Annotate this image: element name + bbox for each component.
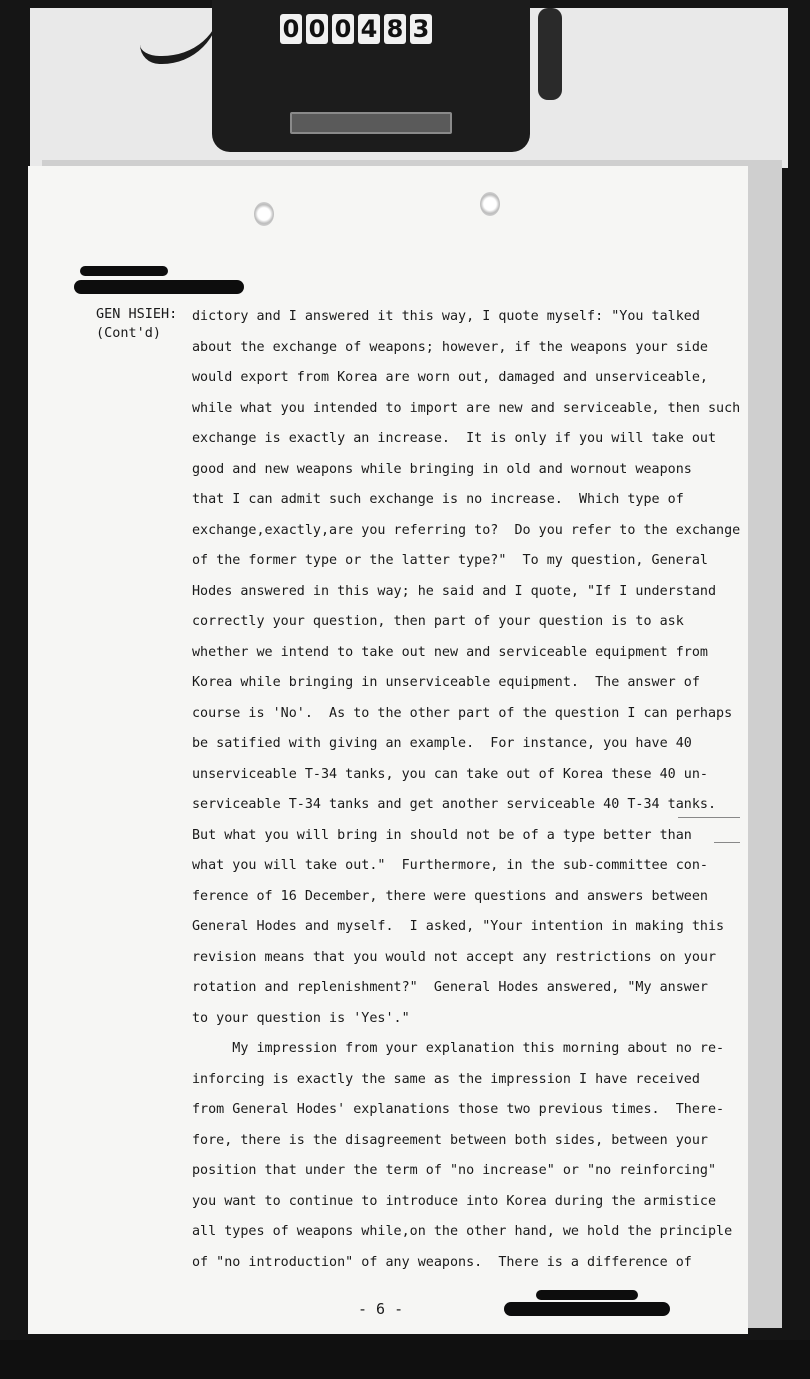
- text-line: what you will take out." Furthermore, in the sub-committee con-: [192, 858, 708, 873]
- text-line: of the former type or the latter type?" To my question, General: [192, 553, 708, 568]
- margin-mark: [714, 842, 740, 843]
- text-line: you want to continue to introduce into Korea during the armistice: [192, 1193, 717, 1209]
- text-line: that I can admit such exchange is no increase. Which type of: [192, 492, 684, 507]
- redaction-mark-top: [74, 280, 244, 294]
- text-line: General Hodes and myself. I asked, "Your intention in making this: [192, 919, 725, 934]
- counter-digit: 0: [306, 14, 328, 44]
- text-line: good and new weapons while bringing in old and wornout weapons: [192, 461, 692, 477]
- text-line: exchange is exactly an increase. It is only if you will take out: [192, 431, 717, 446]
- counter-digit: 3: [410, 14, 432, 44]
- text-line: from General Hodes' explanations those two previous times. There-: [192, 1102, 725, 1117]
- text-line: would export from Korea are worn out, damaged and unserviceable,: [192, 370, 708, 385]
- text-line: My impression from your explanation this morning about no re-: [192, 1041, 725, 1056]
- text-line: correctly your question, then part of your question is to ask: [192, 614, 684, 629]
- text-line: rotation and replenishment?" General Hodes answered, "My answer: [192, 980, 708, 995]
- margin-mark: [678, 817, 740, 818]
- redaction-mark-bottom: [504, 1302, 670, 1316]
- text-line: of "no introduction" of any weapons. There is a difference of: [192, 1254, 692, 1270]
- text-line: serviceable T-34 tanks and get another serviceable 40 T-34 tanks.: [192, 797, 717, 812]
- text-line: ference of 16 December, there were questions and answers between: [192, 888, 708, 904]
- text-line: to your question is 'Yes'.": [192, 1010, 410, 1026]
- page-number: - 6 -: [358, 1300, 404, 1318]
- redaction-mark-bottom: [536, 1290, 638, 1300]
- speaker-label: [96, 305, 206, 343]
- speaker-note: (Cont'd): [96, 325, 162, 341]
- punch-hole: [254, 202, 274, 226]
- text-line: about the exchange of weapons; however, if the weapons your side: [192, 339, 708, 355]
- text-line: course is 'No'. As to the other part of the question I can perhaps: [192, 705, 733, 721]
- punch-hole: [480, 192, 500, 216]
- counter-digit: 4: [358, 14, 380, 44]
- text-line: inforcing is exactly the same as the impression I have received: [192, 1071, 700, 1087]
- text-line: revision means that you would not accept any restrictions on your: [192, 949, 717, 965]
- counter-digit: 8: [384, 14, 406, 44]
- text-line: fore, there is the disagreement between both sides, between your: [192, 1132, 708, 1148]
- counter-digit: 0: [332, 14, 354, 44]
- transcript-body: [192, 302, 741, 1278]
- text-line: Hodes answered in this way; he said and I quote, "If I understand: [192, 583, 717, 599]
- redaction-mark-top: [80, 266, 168, 276]
- text-line: whether we intend to take out new and serviceable equipment from: [192, 644, 708, 660]
- document-page: [28, 166, 748, 1334]
- counter-knob: [538, 8, 562, 100]
- text-line: Korea while bringing in unserviceable equipment. The answer of: [192, 675, 700, 690]
- film-frame-bottom: [0, 1340, 810, 1379]
- text-line: unserviceable T-34 tanks, you can take out of Korea these 40 un-: [192, 766, 708, 782]
- speaker-name: GEN HSIEH:: [96, 306, 178, 322]
- frame-counter: [280, 14, 432, 44]
- counter-digit: 0: [280, 14, 302, 44]
- text-line: be satified with giving an example. For instance, you have 40: [192, 736, 692, 751]
- text-line: while what you intended to import are new and serviceable, then such: [192, 400, 741, 416]
- text-line: all types of weapons while,on the other hand, we hold the principle: [192, 1224, 733, 1239]
- text-line: But what you will bring in should not be of a type better than: [192, 827, 692, 843]
- text-line: exchange,exactly,are you referring to? Do you refer to the exchange: [192, 522, 741, 538]
- text-line: position that under the term of "no increase" or "no reinforcing": [192, 1163, 717, 1178]
- text-line: dictory and I answered it this way, I quote myself: "You talked: [192, 309, 700, 324]
